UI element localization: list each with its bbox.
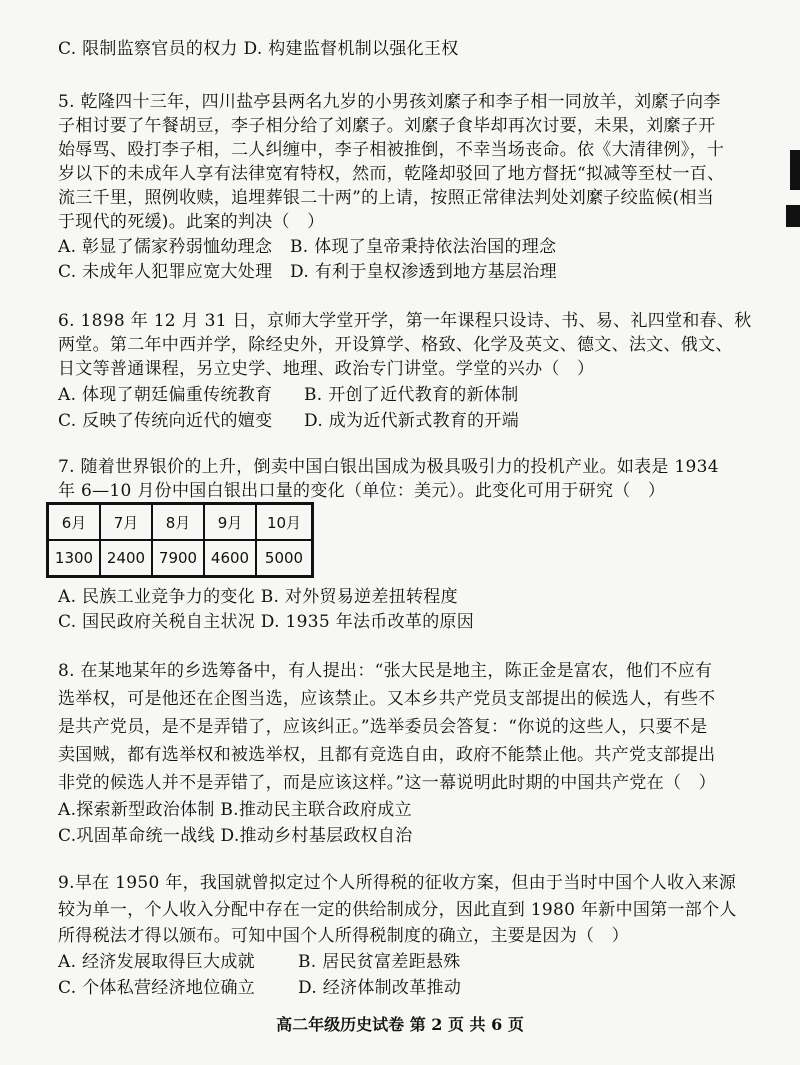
q5-option-d[interactable]: D. 有利于皇权渗透到地方基层治理 (290, 262, 557, 282)
q7-stem-line: 年 6—10 月份中国白银出口量的变化（单位：美元）。此变化可用于研究（ ） (58, 481, 666, 501)
q8-options-ab[interactable]: A.探索新型政治体制 B.推动民主联合政府成立 (58, 800, 412, 820)
q5-stem-line: 子相讨要了午餐胡豆，李子相分给了刘縻子。刘縻子食毕却再次讨要，未果，刘縻子开 (58, 116, 716, 136)
q8-stem-line: 选举权，可是他还在企图当选，应该禁止。又本乡共产党员支部提出的候选人，有些不 (58, 689, 716, 709)
q7-options-cd[interactable]: C. 国民政府关税自主状况 D. 1935 年法币改革的原因 (58, 612, 475, 632)
q5-options-cd (58, 261, 557, 283)
q8-stem-line: 是共产党员，是不是弄错了，应该纠正。”选举委员会答复：“你说的这些人，只要不是 (58, 717, 708, 737)
table-cell: 5000 (256, 540, 313, 577)
q9-option-b[interactable]: B. 居民贫富差距悬殊 (298, 952, 461, 972)
table-cell: 7900 (152, 540, 204, 577)
q6-options-cd (58, 410, 519, 432)
q5-stem-line: 岁以下的未成年人享有法律宽宥特权，然而，乾隆却驳回了地方督抚“拟减等至杖一百、 (58, 164, 725, 184)
table-header-row (48, 504, 313, 541)
q5-option-a[interactable]: A. 彰显了儒家矜弱恤幼理念 (58, 237, 273, 257)
q9-option-c[interactable]: C. 个体私营经济地位确立 (58, 978, 256, 998)
q9-option-a[interactable]: A. 经济发展取得巨大成就 (58, 952, 255, 972)
q9-options-cd (58, 977, 461, 999)
table-cell: 6月 (48, 504, 101, 541)
q8-stem-line: 卖国贼，都有选举权和被选举权，且都有竞选自由，政府不能禁止他。共产党支部提出 (58, 745, 716, 765)
q6-option-a[interactable]: A. 体现了朝廷偏重传统教育 (58, 385, 273, 405)
q7-options-ab[interactable]: A. 民族工业竞争力的变化 B. 对外贸易逆差扭转程度 (58, 587, 458, 607)
table-cell: 8月 (152, 504, 204, 541)
q5-stem-line: 5. 乾隆四十三年，四川盐亭县两名九岁的小男孩刘縻子和李子相一同放羊，刘縻子向李 (58, 92, 721, 112)
q6-options-ab (58, 384, 519, 406)
silver-export-table (46, 502, 314, 578)
table-cell: 10月 (256, 504, 313, 541)
q9-option-d[interactable]: D. 经济体制改革推动 (298, 978, 462, 998)
q6-stem-line: 6. 1898 年 12 月 31 日，京师大学堂开学，第一年课程只设诗、书、易、礼四堂和春、秋 (58, 311, 752, 331)
q4-options-cd: C. 限制监察官员的权力 D. 构建监督机制以强化王权 (58, 39, 459, 59)
q6-option-b[interactable]: B. 开创了近代教育的新体制 (304, 385, 519, 405)
scan-edge-mark (786, 205, 800, 227)
q8-options-cd[interactable]: C.巩固革命统一战线 D.推动乡村基层政权自治 (58, 826, 413, 846)
q5-stem-line: 于现代的死缓)。此案的判决（ ） (58, 212, 325, 232)
table-cell: 2400 (100, 540, 152, 577)
q6-stem-line: 日文等普通课程，另立史学、地理、政治专门讲堂。学堂的兴办（ ） (58, 359, 595, 379)
q6-option-c[interactable]: C. 反映了传统向近代的嬗变 (58, 411, 273, 431)
scan-edge-mark (790, 150, 800, 190)
q5-options-ab (58, 236, 556, 258)
table-cell: 9月 (204, 504, 256, 541)
q9-options-ab (58, 951, 461, 973)
table-cell: 4600 (204, 540, 256, 577)
q5-option-b[interactable]: B. 体现了皇帝秉持依法治国的理念 (290, 237, 557, 257)
q5-option-c[interactable]: C. 未成年人犯罪应宽大处理 (58, 262, 273, 282)
table-row (48, 540, 313, 577)
q7-stem-line: 7. 随着世界银价的上升，倒卖中国白银出国成为极具吸引力的投机产业。如表是 1934 (58, 457, 719, 477)
q6-stem-line: 两堂。第二年中西并学，除经史外，开设算学、格致、化学及英文、德文、法文、俄文、 (58, 335, 733, 355)
q9-stem-line: 9.早在 1950 年，我国就曾拟定过个人所得税的征收方案，但由于当时中国个人收入来源 (58, 873, 737, 893)
q9-stem-line: 所得税法才得以颁布。可知中国个人所得税制度的确立，主要是因为（ ） (58, 926, 629, 946)
page-footer: 高二年级历史试卷 第 2 页 共 6 页 (276, 1015, 524, 1034)
q8-stem-line: 非党的候选人并不是弄错了，而是应该这样。”这一幕说明此时期的中国共产党在（ ） (58, 773, 716, 793)
q5-stem-line: 始辱骂、殴打李子相，二人纠缠中，李子相被推倒，不幸当场丧命。依《大清律例》，十 (58, 140, 725, 160)
q9-stem-line: 较为单一，个人收入分配中存在一定的供给制成分，因此直到 1980 年新中国第一部个人 (58, 900, 737, 920)
q8-stem-line: 8. 在某地某年的乡选筹备中，有人提出：“张大民是地主，陈正金是富农，他们不应有 (58, 661, 713, 681)
q5-stem-line: 流三千里，照例收赎，追埋葬银二十两”的上请，按照正常律法判处刘縻子绞监候(相当 (58, 188, 715, 208)
table-cell: 1300 (48, 540, 101, 577)
table-cell: 7月 (100, 504, 152, 541)
q6-option-d[interactable]: D. 成为近代新式教育的开端 (304, 411, 520, 431)
